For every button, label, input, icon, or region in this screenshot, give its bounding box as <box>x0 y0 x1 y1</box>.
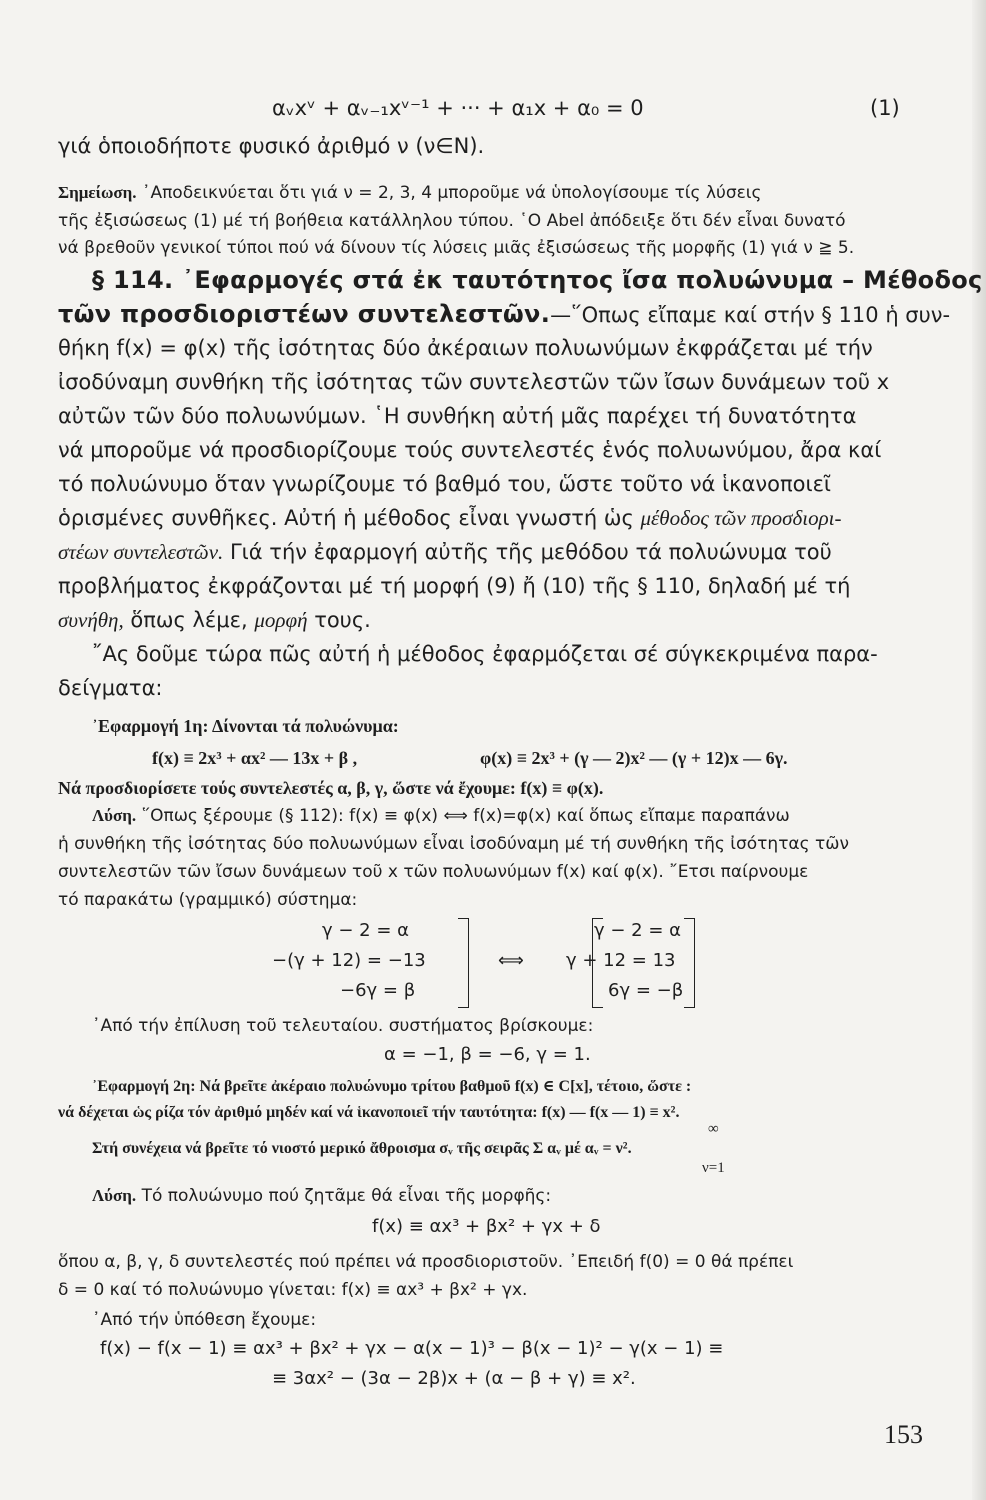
note-line-1 <box>58 183 762 203</box>
text-span: ὁρισμένες συνθῆκες. Αὐτή ἡ μέθοδος εἶναι γνωστή ὡς <box>58 506 634 530</box>
solution-2-line-1 <box>92 1186 551 1206</box>
paragraph-line: θήκη f(x) = φ(x) τῆς ἰσότητας δύο ἀκέραιων πολυωνύμων ἐκφράζεται μέ τήν <box>58 336 873 360</box>
note-label: Σημείωση. <box>58 183 137 202</box>
equation-1-number: (1) <box>870 96 900 120</box>
paragraph-line: αὐτῶν τῶν δύο πολυωνύμων. ῾Η συνθήκη αὐτή μᾶς παρέχει τή δυνατότητα <box>58 404 857 428</box>
section-heading-cont: τῶν προσδιοριστέων συντελεστῶν. <box>58 300 551 328</box>
system-left-eq-3: −6γ = β <box>340 980 416 1001</box>
identity-line-1: f(x) − f(x − 1) ≡ αx³ + βx² + γx − α(x − 1)³ − β(x − 1)² − γ(x − 1) ≡ <box>100 1338 724 1359</box>
solution-2-line: ὅπου α, β, γ, δ συντελεστές πού πρέπει νά προσδιοριστοῦν. ᾿Επειδή f(0) = 0 θά πρέπει <box>58 1252 794 1272</box>
paragraph-line: προβλήματος ἐκφράζονται μέ τή μορφή (9) ἤ (10) τῆς § 110, δηλαδή μέ τή <box>58 574 851 598</box>
text-line: γιά ὁποιοδήποτε φυσικό ἀριθμό ν (ν∈N). <box>58 134 485 158</box>
solution-text: ῞Οπως ξέρουμε (§ 112): f(x) ≡ φ(x) ⟺ f(x)=φ(x) καί ὅπως εἴπαμε παραπάνω <box>141 806 790 826</box>
equivalence-arrow: ⟺ <box>498 950 524 971</box>
solution-label: Λύση. <box>92 1186 137 1205</box>
section-heading-line-2 <box>58 300 950 328</box>
section-text: —῞Οπως εἴπαμε καί στήν § 110 ἡ συν- <box>550 303 951 327</box>
polynomial-phi: φ(x) ≡ 2x³ + (γ — 2)x² — (γ + 12)x — 6γ. <box>480 748 788 768</box>
sum-lower-limit: ν=1 <box>702 1160 725 1176</box>
paragraph-line: ῎Ας δοῦμε τώρα πῶς αὐτή ἡ μέθοδος ἐφαρμόζεται σέ σύγκεκριμένα παρα- <box>92 642 878 666</box>
note-text: ᾿Αποδεικνύεται ὅτι γιά ν = 2, 3, 4 μποροῦμε νά ὑπολογίσουμε τίς λύσεις <box>141 183 762 203</box>
system-right-brace <box>684 918 695 1008</box>
system-right-eq-1: γ − 2 = α <box>594 920 682 941</box>
system-left-eq-2: −(γ + 12) = −13 <box>272 950 426 971</box>
application-1-question: Νά προσδιορίσετε τούς συντελεστές α, β, γ, ὥστε νά ἔχουμε: f(x) ≡ φ(x). <box>58 778 604 798</box>
solution-1-line: τό παρακάτω (γραμμικό) σύστημα: <box>58 890 358 910</box>
italic-term: μέθοδος τῶν προσδιορι- <box>640 506 842 530</box>
note-line-3: νά βρεθοῦν γενικοί τύποι πού νά δίνουν τίς λύσεις μιᾶς ἐξισώσεως τῆς μορφῆς (1) γιά ν ≧ 5. <box>58 238 855 258</box>
paragraph-line <box>58 540 832 565</box>
application-1-title: ᾿Εφαρμογή 1η: Δίνονται τά πολυώνυμα: <box>92 716 399 736</box>
paragraph-line <box>58 608 371 633</box>
equation-1: αᵥxᵛ + αᵥ₋₁xᵛ⁻¹ + ··· + α₁x + α₀ = 0 <box>272 96 644 120</box>
solution-1-line: ᾿Από τήν ἐπίλυση τοῦ τελευταίου. συστήματος βρίσκουμε: <box>92 1016 594 1036</box>
page-edge-shadow <box>972 0 986 1500</box>
system-right-eq-2: γ + 12 = 13 <box>566 950 676 971</box>
application-2-line-3: Στή συνέχεια νά βρεῖτε τό νιοστό μερικό ἄθροισμα σᵥ τῆς σειρᾶς Σ αᵥ μέ αᵥ = ν². <box>92 1140 632 1157</box>
paragraph-line: ἰσοδύναμη συνθήκη τῆς ἰσότητας τῶν συντελεστῶν τῶν ἴσων δυνάμεων τοῦ x <box>58 370 890 394</box>
system-right-eq-3: 6γ = −β <box>608 980 684 1001</box>
system-left-brace <box>458 918 469 1008</box>
paragraph-line: νά μποροῦμε νά προσδιορίζουμε τούς συντελεστές ἑνός πολυωνύμου, ἄρα καί <box>58 438 882 462</box>
identity-line-2: ≡ 3αx² − (3α − 2β)x + (α − β + γ) ≡ x². <box>272 1368 636 1389</box>
paragraph-line <box>58 506 842 531</box>
solution-2-line: δ = 0 καί τό πολυώνυμο γίνεται: f(x) ≡ αx³ + βx² + γx. <box>58 1280 528 1300</box>
system-left-eq-1: γ − 2 = α <box>322 920 410 941</box>
solution-1-line-1 <box>92 806 790 826</box>
solution-1-line: ἡ συνθήκη τῆς ἰσότητας δύο πολυωνύμων εἶναι ἰσοδύναμη μέ τή συνθήκη τῆς ἰσότητας τῶν <box>58 834 849 854</box>
polynomial-form: f(x) ≡ αx³ + βx² + γx + δ <box>372 1216 601 1237</box>
solution-label: Λύση. <box>92 806 137 825</box>
application-2-line-1: ᾿Εφαρμογή 2η: Νά βρεῖτε ἀκέραιο πολυώνυμο τρίτου βαθμοῦ f(x) ∈ C[x], τέτοιο, ὥστε : <box>92 1078 692 1095</box>
solution-text: Τό πολυώνυμο πού ζητᾶμε θά εἶναι τῆς μορφῆς: <box>141 1186 552 1206</box>
italic-term: στέων συντελεστῶν. <box>58 540 224 564</box>
note-line-2: τῆς ἐξισώσεως (1) μέ τή βοήθεια κατάλληλου τύπου. ῾Ο Abel ἀπόδειξε ὅτι δέν εἶναι δυνατό <box>58 211 846 231</box>
page-number: 153 <box>884 1420 923 1449</box>
application-2-line-2: νά δέχεται ὡς ρίζα τόν ἀριθμό μηδέν καί νά ἱκανοποιεῖ τήν ταυτότητα: f(x) — f(x — 1) ≡ x². <box>58 1104 680 1121</box>
paragraph-line: δείγματα: <box>58 676 163 700</box>
paragraph-line: τό πολυώνυμο ὅταν γνωρίζουμε τό βαθμό του, ὥστε τοῦτο νά ἱκανοποιεῖ <box>58 472 832 496</box>
italic-term: μορφή <box>254 608 308 632</box>
text-span: ὅπως λέμε, <box>130 608 248 632</box>
sum-upper-limit: ∞ <box>708 1121 719 1137</box>
solution-1-result: α = −1, β = −6, γ = 1. <box>384 1044 591 1065</box>
section-heading: § 114. ᾿Εφαρμογές στά ἐκ ταυτότητος ἴσα πολυώνυμα – Μέθοδος <box>92 266 983 294</box>
text-span: Γιά τήν ἐφαρμογή αὐτῆς τῆς μεθόδου τά πολυώνυμα τοῦ <box>229 540 832 564</box>
text-span: τους. <box>314 608 371 632</box>
italic-term: συνήθη, <box>58 608 124 632</box>
solution-2-line: ᾿Από τήν ὑπόθεση ἔχουμε: <box>92 1310 317 1330</box>
polynomial-f: f(x) ≡ 2x³ + αx² — 13x + β , <box>152 748 358 768</box>
solution-1-line: συντελεστῶν τῶν ἴσων δυνάμεων τοῦ x τῶν πολυωνύμων f(x) καί φ(x). ῎Ετσι παίρνουμε <box>58 862 809 882</box>
